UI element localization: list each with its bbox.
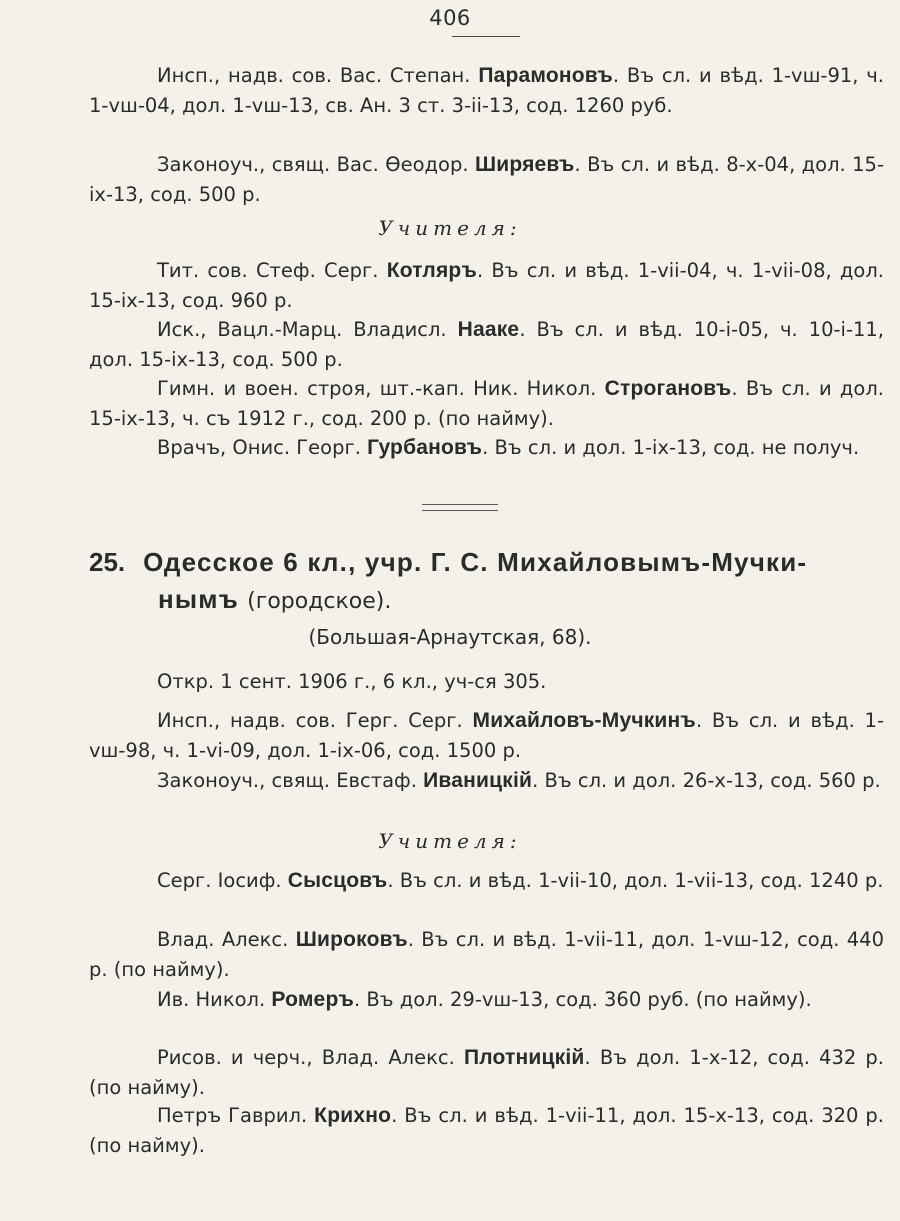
- entry-lawteacher-shiryaev: Законоуч., свящ. Вас. Ѳеодор. Ширяевъ. Въ сл. и вѣд. 8-x-04, дол. 15-ix-13, сод. 500 р.: [89, 153, 884, 206]
- section-separator: [422, 504, 498, 511]
- entry-teacher-sysoev: Серг. Іосиф. Сысцовъ. Въ сл. и вѣд. 1-vii-10, дол. 1-vii-13, сод. 1240 р.: [157, 869, 884, 892]
- entry-doctor-gurbanov: Врачъ, Онис. Георг. Гурбановъ. Въ сл. и дол. 1-ix-13, сод. не получ.: [157, 436, 860, 459]
- person-name: Михайловъ-Мучкинъ: [472, 709, 696, 732]
- school-opened: Откр. 1 сент. 1906 г., 6 кл., уч-ся 305.: [157, 670, 547, 693]
- person-name: Строгановъ: [604, 377, 732, 400]
- entry-teacher-naake: Иск., Вацл.-Марц. Владисл. Нааке. Въ сл. и вѣд. 10-i-05, ч. 10-i-11, дол. 15-ix-13, сод. 500 р.: [89, 318, 884, 371]
- entry-inspector-paramonov: Инсп., надв. сов. Вас. Степан. Парамоновъ. Въ сл. и вѣд. 1-vш-91, ч. 1-vш-04, дол. 1-vш-13, св. Ан. 3 ст. 3-ii-13, сод. 1260 руб.: [89, 64, 884, 117]
- person-name: Широковъ: [295, 928, 408, 951]
- school-address: (Большая-Арнаутская, 68).: [308, 625, 592, 649]
- teachers-heading: Учителя:: [378, 216, 522, 240]
- entry-teacher-krikhno: Петръ Гаврил. Крихно. Въ сл. и вѣд. 1-vii-11, дол. 15-x-13, сод. 320 р. (по найму).: [89, 1104, 884, 1157]
- school-type: (городское).: [247, 589, 392, 614]
- teachers-heading: Учителя:: [378, 829, 522, 853]
- page-number-rule: [452, 36, 520, 37]
- page-number: 406: [429, 6, 471, 30]
- entry-teacher-kotlyar: Тит. сов. Стеф. Серг. Котляръ. Въ сл. и вѣд. 1-vii-04, ч. 1-vii-08, дол. 15-ix-13, сод. 960 р.: [89, 259, 884, 312]
- person-name: Крихно: [314, 1104, 392, 1127]
- entry-inspector-mikhailov: Инсп., надв. сов. Герг. Серг. Михайловъ-Мучкинъ. Въ сл. и вѣд. 1-vш-98, ч. 1-vi-09, дол. 1-ix-06, сод. 1500 р.: [89, 709, 884, 762]
- person-name: Гурбановъ: [367, 436, 483, 459]
- entry-teacher-stroganov: Гимн. и воен. строя, шт.-кап. Ник. Никол. Строгановъ. Въ сл. и дол. 15-ix-13, ч. съ 1912 г., сод. 200 р. (по найму).: [89, 377, 884, 430]
- section-number: 25.: [89, 547, 126, 577]
- section-title-line1: Одесское 6 кл., учр. Г. С. Михайловымъ-Мучки-: [143, 547, 808, 577]
- person-name: Нааке: [457, 318, 520, 341]
- entry-teacher-shirokov: Влад. Алекс. Широковъ. Въ сл. и вѣд. 1-vii-11, дол. 1-vш-12, сод. 440 р. (по найму).: [89, 928, 884, 981]
- person-name: Ромеръ: [271, 988, 354, 1011]
- person-name: Парамоновъ: [478, 64, 613, 87]
- person-name: Котляръ: [386, 259, 477, 282]
- entry-teacher-plotnitsky: Рисов. и черч., Влад. Алекс. Плотницкій. Въ дол. 1-x-12, сод. 432 р. (по найму).: [89, 1046, 884, 1099]
- entry-lawteacher-ivanitsky: Законоуч., свящ. Евстаф. Иваницкій. Въ сл. и дол. 26-x-13, сод. 560 р.: [157, 769, 881, 792]
- entry-teacher-romer: Ив. Никол. Ромеръ. Въ дол. 29-vш-13, сод. 360 руб. (по найму).: [157, 988, 812, 1011]
- person-name: Ширяевъ: [474, 153, 575, 176]
- person-name: Иваницкій: [423, 769, 533, 792]
- person-name: Сысцовъ: [287, 869, 388, 892]
- section-title-line2: нымъ: [158, 584, 239, 614]
- section-title-continued: [158, 582, 391, 619]
- person-name: Плотницкій: [463, 1046, 585, 1069]
- section-title: [89, 545, 884, 580]
